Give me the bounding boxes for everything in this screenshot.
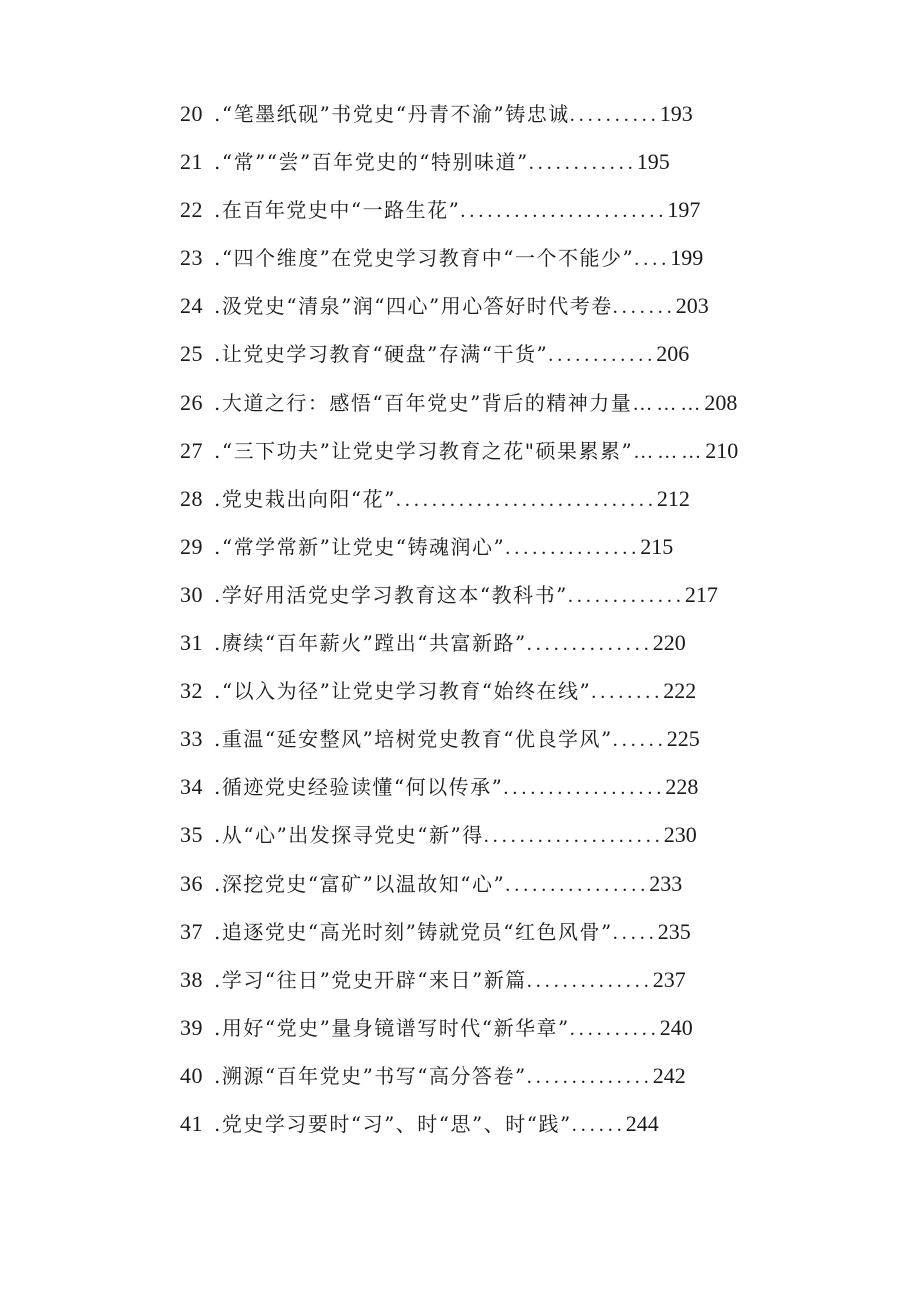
toc-entry bbox=[180, 288, 780, 336]
toc-entry-title: .溯源“百年党史”书写“高分答卷” bbox=[214, 1063, 527, 1088]
toc-entry-page-number: 233 bbox=[649, 870, 683, 896]
toc-entry-page-number: 215 bbox=[640, 533, 674, 559]
toc-entry bbox=[180, 144, 780, 192]
toc-entry-leader: ……… bbox=[633, 440, 706, 463]
toc-entry-leader: .......... bbox=[569, 1017, 660, 1040]
toc-entry-leader: ....................... bbox=[460, 200, 668, 223]
toc-entry-number: 21 bbox=[180, 149, 203, 175]
toc-entry-title: .党史学习要时“习”、时“思”、时“践” bbox=[214, 1111, 572, 1136]
toc-entry-leader: .......... bbox=[569, 104, 660, 126]
toc-entry-number: 39 bbox=[180, 1014, 203, 1040]
toc-entry-number: 24 bbox=[180, 293, 203, 319]
toc-entry-title: .深挖党史“富矿”以温故知“心” bbox=[214, 871, 506, 896]
toc-entry-number: 38 bbox=[180, 966, 203, 992]
toc-entry bbox=[180, 914, 780, 962]
toc-entry-page-number: 203 bbox=[675, 293, 709, 319]
toc-entry-page-number: 210 bbox=[705, 437, 739, 463]
toc-entry-title: .“笔墨纸砚”书党史“丹青不渝”铸忠诚 bbox=[214, 102, 570, 126]
toc-entry bbox=[180, 673, 780, 721]
toc-entry-number: 31 bbox=[180, 630, 203, 656]
toc-entry bbox=[180, 962, 780, 1010]
toc-entry-title: .学好用活党史学习教育这本“教科书” bbox=[214, 582, 568, 607]
toc-entry-leader: ....... bbox=[612, 296, 676, 319]
toc-entry-page-number: 228 bbox=[665, 774, 699, 800]
toc-entry-page-number: 237 bbox=[652, 966, 686, 992]
toc-entry-title: .“以入为径”让党史学习教育“始终在线” bbox=[214, 679, 592, 704]
toc-entry-page-number: 222 bbox=[663, 678, 697, 704]
toc-entry-title: .循迹党史经验读懂“何以传承” bbox=[214, 775, 504, 800]
toc-entry bbox=[180, 625, 780, 673]
toc-entry-leader: ...... bbox=[612, 729, 667, 752]
toc-entry-number: 27 bbox=[180, 437, 203, 463]
toc-entry-number: 28 bbox=[180, 485, 203, 511]
toc-entry-title: .“常”“尝”百年党史的“特别味道” bbox=[214, 150, 529, 175]
toc-entry bbox=[180, 1010, 780, 1058]
toc-entry bbox=[180, 433, 780, 481]
toc-entry-page-number: 206 bbox=[656, 341, 690, 367]
toc-entry bbox=[180, 192, 780, 240]
toc-entry-title: .“常学常新”让党史“铸魂润心” bbox=[214, 534, 506, 559]
toc-entry-number: 34 bbox=[180, 774, 203, 800]
toc-entry-title: .在百年党史中“一路生花” bbox=[214, 198, 461, 223]
toc-entry-number: 33 bbox=[180, 726, 203, 752]
toc-entry bbox=[180, 577, 780, 625]
toc-entry-page-number: 235 bbox=[657, 918, 691, 944]
toc-entry-page-number: 240 bbox=[659, 1014, 693, 1040]
toc-entry-number: 26 bbox=[180, 389, 203, 415]
toc-entry-page-number: 197 bbox=[667, 197, 701, 223]
toc-entry-number: 37 bbox=[180, 918, 203, 944]
toc-entry-title: .追逐党史“高光时刻”铸就党员“红色风骨” bbox=[214, 919, 613, 944]
toc-entry-page-number: 212 bbox=[656, 485, 690, 511]
toc-entry bbox=[180, 769, 780, 817]
toc-entry-page-number: 220 bbox=[652, 630, 686, 656]
toc-entry bbox=[180, 96, 780, 144]
toc-entry-page-number: 217 bbox=[684, 581, 718, 607]
toc-entry-leader: .................... bbox=[483, 825, 664, 848]
toc-entry-number: 30 bbox=[180, 581, 203, 607]
toc-entry-number: 41 bbox=[180, 1110, 203, 1136]
toc-entry-title: .“三下功夫”让党史学习教育之花"硕果累累” bbox=[214, 438, 634, 463]
toc-entry bbox=[180, 817, 780, 865]
toc-entry-leader: .................. bbox=[503, 777, 666, 800]
toc-entry-title: .学习“往日”党史开辟“来日”新篇 bbox=[214, 967, 527, 992]
toc-entry-title: .大道之行：感悟“百年党史”背后的精神力量 bbox=[214, 390, 633, 415]
toc-entry-title: .用好“党史”量身镜谱写时代“新华章” bbox=[214, 1015, 570, 1040]
toc-entry-page-number: 193 bbox=[659, 101, 693, 126]
toc-entry bbox=[180, 866, 780, 914]
toc-entry-title: .让党史学习教育“硬盘”存满“干货” bbox=[214, 342, 549, 367]
toc-entry-leader: ............ bbox=[528, 152, 637, 175]
toc-entry-leader: .............. bbox=[526, 1065, 653, 1088]
toc-entry-leader: ................ bbox=[505, 873, 650, 896]
toc-entry bbox=[180, 240, 780, 288]
toc-entry-title: .重温“延安整风”培树党史教育“优良学风” bbox=[214, 727, 613, 752]
toc-entry-number: 22 bbox=[180, 197, 203, 223]
toc-entry bbox=[180, 1058, 780, 1106]
toc-entry-leader: ............... bbox=[505, 536, 641, 559]
toc-entry-number: 20 bbox=[180, 101, 203, 126]
toc-entry bbox=[180, 481, 780, 529]
toc-entry-title: .赓续“百年薪火”蹚出“共富新路” bbox=[214, 631, 527, 656]
toc-entry-page-number: 199 bbox=[670, 245, 704, 271]
toc-entry-title: .“四个维度”在党史学习教育中“一个不能少” bbox=[214, 246, 635, 271]
toc-entry bbox=[180, 721, 780, 769]
toc-entry-number: 23 bbox=[180, 245, 203, 271]
toc-entry-page-number: 230 bbox=[663, 822, 697, 848]
toc-entry-leader: .... bbox=[634, 248, 671, 271]
toc-entry-leader: ............. bbox=[567, 584, 685, 607]
toc-entry-number: 25 bbox=[180, 341, 203, 367]
toc-entry-leader: ..... bbox=[612, 921, 658, 944]
toc-entry bbox=[180, 1106, 780, 1154]
toc-entry-leader: .............. bbox=[526, 633, 653, 656]
toc-entry-page-number: 244 bbox=[625, 1110, 659, 1136]
toc-entry-leader: .............. bbox=[526, 969, 653, 992]
toc-entry-number: 35 bbox=[180, 822, 203, 848]
toc-entry-page-number: 242 bbox=[652, 1062, 686, 1088]
toc-entry-number: 29 bbox=[180, 533, 203, 559]
toc-entry-title: .汲党史“清泉”润“四心”用心答好时代考卷 bbox=[214, 294, 613, 319]
toc-entry bbox=[180, 529, 780, 577]
toc-entry-page-number: 195 bbox=[636, 149, 670, 175]
toc-entry-number: 36 bbox=[180, 870, 203, 896]
toc-entry-leader: ……… bbox=[632, 392, 705, 415]
toc-entry bbox=[180, 385, 780, 433]
toc-entry-page-number: 225 bbox=[666, 726, 700, 752]
toc-entry-page-number: 208 bbox=[704, 389, 738, 415]
toc-entry-number: 32 bbox=[180, 678, 203, 704]
toc-entry-leader: ............ bbox=[548, 344, 657, 367]
toc-entry-number: 40 bbox=[180, 1062, 203, 1088]
toc-entry bbox=[180, 336, 780, 384]
toc-entry-leader: ............................. bbox=[395, 488, 657, 511]
toc-entry-leader: ........ bbox=[591, 681, 664, 704]
toc-entry-title: .从“心”出发探寻党史“新”得 bbox=[214, 823, 484, 848]
toc-entry-title: .党史栽出向阳“花” bbox=[214, 486, 396, 511]
table-of-contents bbox=[180, 96, 780, 1154]
toc-entry-leader: ...... bbox=[571, 1113, 626, 1136]
